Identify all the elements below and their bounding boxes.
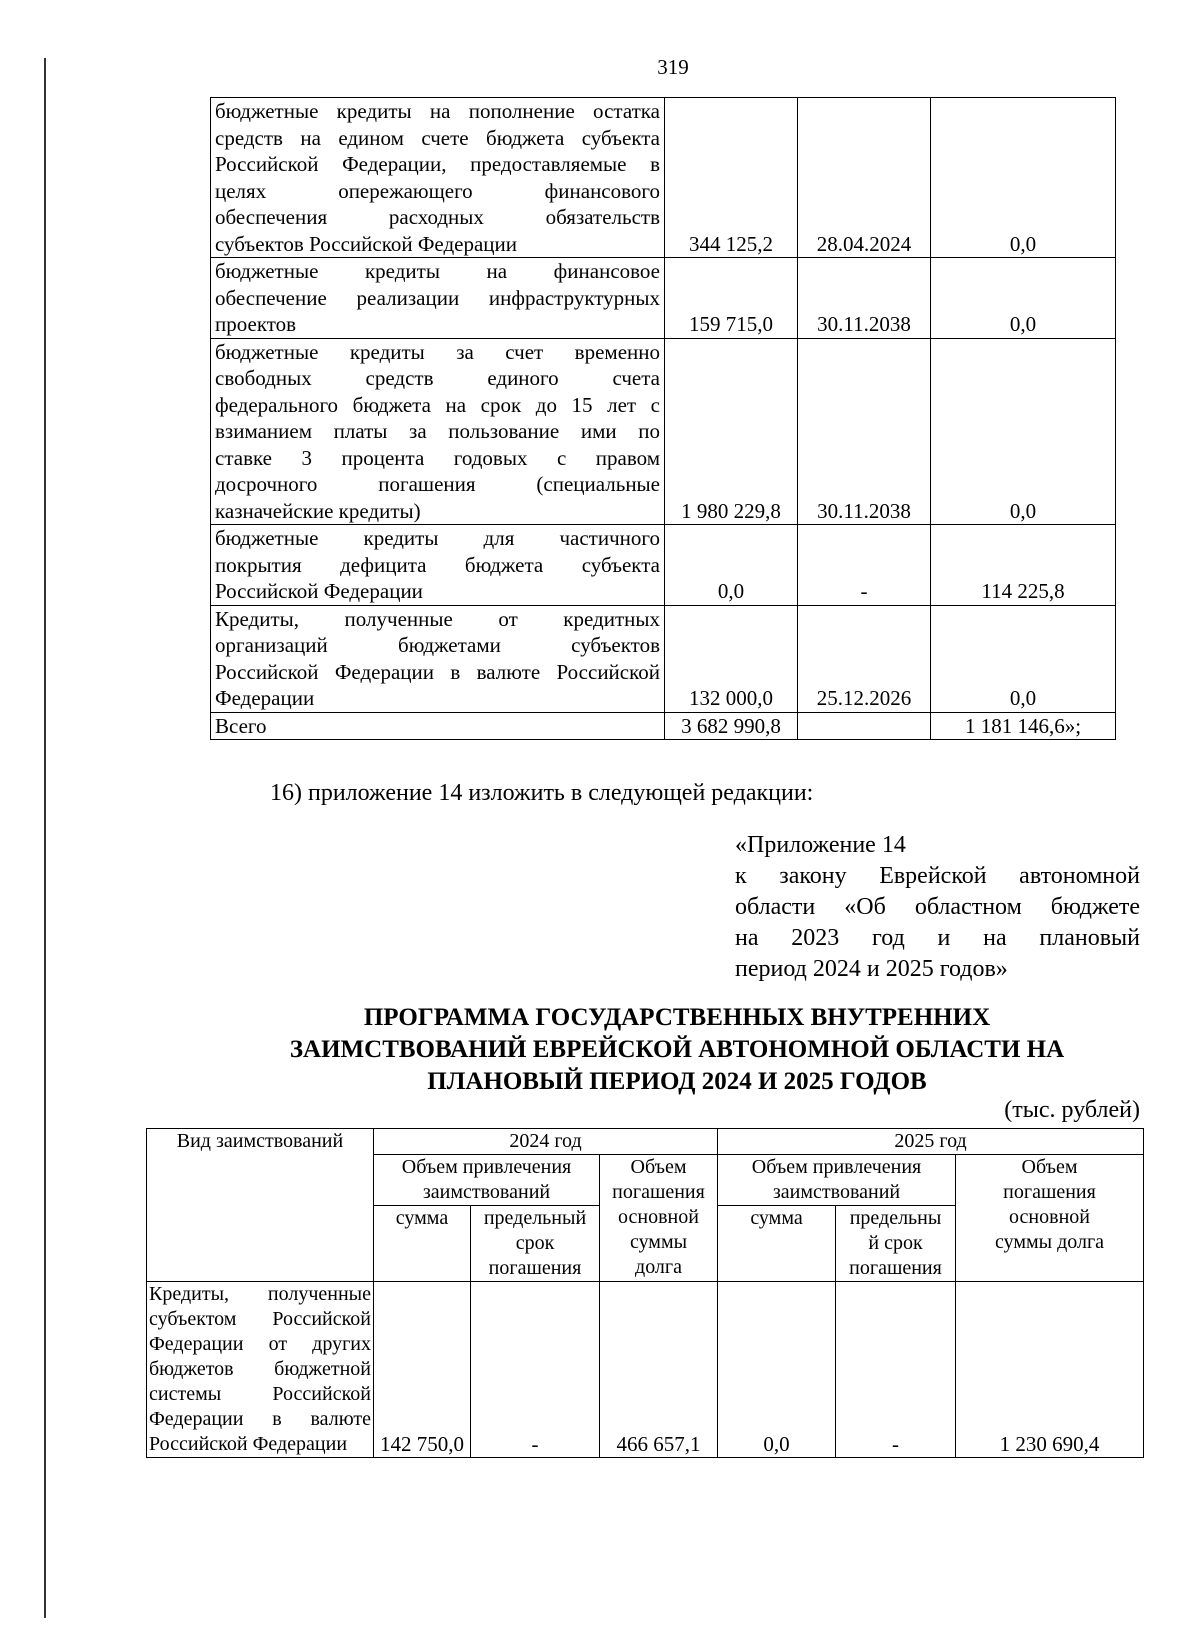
row-description: бюджетные кредиты на финансовое обеспечение реализации инфраструктурных проектов [211,258,665,339]
repay-2024: 466 657,1 [600,1282,718,1458]
credits-table [210,97,1116,740]
table-row [211,525,1116,606]
row-date: - [798,525,931,606]
borrowings-table [146,1128,1144,1458]
binding-line [44,58,46,1618]
term-2024: - [471,1282,600,1458]
row-remaining: 0,0 [931,338,1116,525]
row-date: 30.11.2038 [798,258,931,339]
document-title: ПРОГРАММА ГОСУДАРСТВЕННЫХ ВНУТРЕННИХ ЗАИМСТВОВАНИЙ ЕВРЕЙСКОЙ АВТОНОМНОЙ ОБЛАСТИ НА ПЛАНОВЫЙ ПЕРИОД 2024 И 2025 ГОДОВ [289,1004,1065,1095]
appendix-line: «Приложение 14 [735,832,906,858]
term-2025: - [836,1282,956,1458]
units-label: (тыс. рублей) [1004,1097,1140,1123]
header-sum-2024: сумма [374,1206,471,1282]
table-row [211,605,1116,712]
header-type: Вид заимствований [147,1129,374,1282]
header-term-2025: предельны й срок погашения [836,1206,956,1282]
row-amount: 159 715,0 [665,258,798,339]
total-remaining: 1 181 146,6»; [931,712,1116,740]
row-name: Кредиты, полученные субъектом Российской Федерации от других бюджетов бюджетной системы Российской Федерации в валюте Российской Федерации [147,1282,374,1458]
header-year-2025: 2025 год [718,1129,1144,1155]
page-number: 319 [657,55,689,79]
row-remaining: 114 225,8 [931,525,1116,606]
total-row [211,712,1116,740]
appendix-line: на 2023 год и на плановый [735,925,1140,951]
row-description: Кредиты, полученные от кредитных организаций бюджетами субъектов Российской Федерации в валюте Российской Федерации [211,605,665,712]
header-attract-2024: Объем привлечения заимствований [374,1155,600,1206]
row-date: 25.12.2026 [798,605,931,712]
appendix-line: области «Об областном бюджете [735,894,1140,920]
header-attract-2025: Объем привлечения заимствований [718,1155,956,1206]
header-repay-2024: Объем погашения основной суммы долга [600,1155,718,1282]
row-description: бюджетные кредиты для частичного покрытия дефицита бюджета субъекта Российской Федерации [211,525,665,606]
row-description: бюджетные кредиты за счет временно свободных средств единого счета федерального бюджета на срок до 15 лет с взиманием платы за пользование ими по ставке 3 процента годовых с правом досрочного погашения (специальные казначейские кредиты) [211,338,665,525]
row-description: бюджетные кредиты на пополнение остатка средств на едином счете бюджета субъекта Российской Федерации, предоставляемые в целях опережающего финансового обеспечения расходных обязательств субъектов Российской Федерации [211,98,665,258]
row-date: 30.11.2038 [798,338,931,525]
table-row [211,338,1116,525]
total-label: Всего [211,712,665,740]
table-row [211,98,1116,258]
row-amount: 1 980 229,8 [665,338,798,525]
row-amount: 344 125,2 [665,98,798,258]
amendment-instruction: 16) приложение 14 изложить в следующей редакции: [270,780,814,806]
row-remaining: 0,0 [931,605,1116,712]
row-date: 28.04.2024 [798,98,931,258]
header-year-2024: 2024 год [374,1129,718,1155]
table-row [147,1282,1144,1458]
sum-2025: 0,0 [718,1282,836,1458]
repay-2025: 1 230 690,4 [956,1282,1144,1458]
appendix-reference [735,830,1140,985]
row-remaining: 0,0 [931,258,1116,339]
header-term-2024: предельный срок погашения [471,1206,600,1282]
row-amount: 132 000,0 [665,605,798,712]
header-repay-2025: Объем погашения основной суммы долга [956,1155,1144,1282]
row-amount: 0,0 [665,525,798,606]
row-remaining: 0,0 [931,98,1116,258]
header-row [147,1129,1144,1155]
sum-2024: 142 750,0 [374,1282,471,1458]
appendix-line: период 2024 и 2025 годов» [735,956,1008,982]
appendix-line: к закону Еврейской автономной [735,863,1140,889]
total-date [798,712,931,740]
header-sum-2025: сумма [718,1206,836,1282]
total-amount: 3 682 990,8 [665,712,798,740]
table-row [211,258,1116,339]
